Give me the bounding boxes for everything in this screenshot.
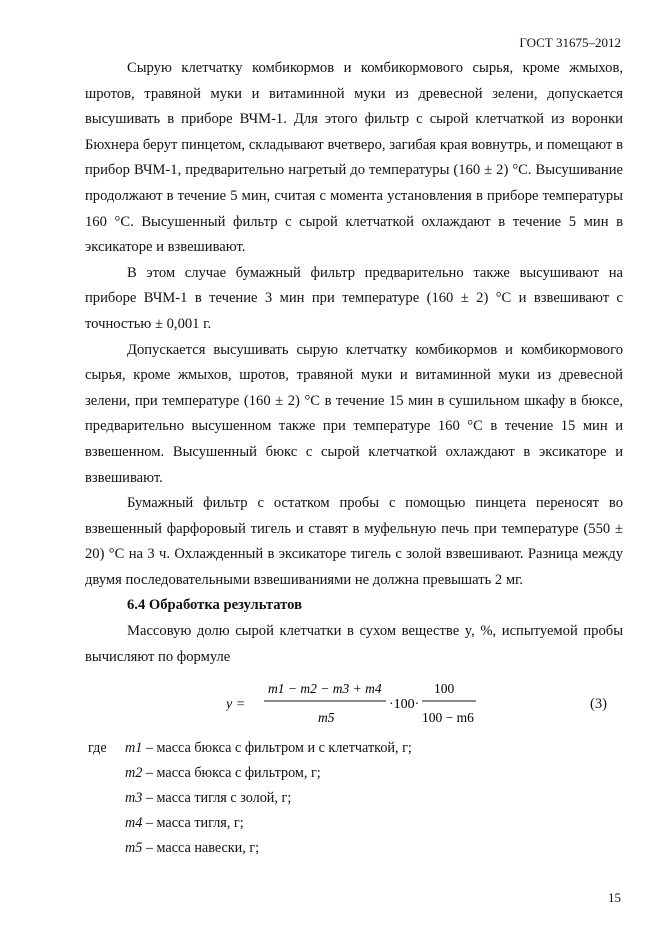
formula-lhs: y = [226,697,246,713]
legend-desc: – масса тигля, г; [145,815,244,832]
formula-block [85,672,623,736]
section-heading: 6.4 Обработка результатов [127,597,302,614]
formula-number: (3) [589,696,607,713]
legend-desc: – масса тигля с золой, г; [145,790,292,807]
formula-frac2-den: 100 − m6 [422,710,474,726]
legend-var: m2 [125,765,143,782]
document-body [85,56,623,888]
legend-desc: – масса бюкса с фильтром, г; [145,765,321,782]
formula-numerator: m1 − m2 − m3 + m4 [268,681,382,697]
legend-var: m4 [125,815,143,832]
legend-var: m1 [125,740,143,757]
section-intro: Массовую долю сырой клетчатки в сухом веществе y, %, испытуемой пробы вычисляют по формуле [85,623,623,665]
page-number: 15 [608,890,621,905]
legend-item [125,811,244,837]
paragraph-4: Бумажный фильтр с остатком пробы с помощью пинцета переносят во взвешенный фарфоровый тигель и ставят в муфельную печь при температуре (550 ± 20) °С на 3 ч. Охлажденный в эксикаторе тигель с золой взвешивают. Разница между двумя последовательными взвешиваниями не должна превышать 2 мг. [85,495,623,588]
where-label: где [88,740,107,757]
legend-desc: – масса бюкса с фильтром и с клетчаткой, г; [145,740,412,757]
legend-var: m5 [125,840,143,857]
legend-var: m3 [125,790,143,807]
paragraph-3: Допускается высушивать сырую клетчатку комбикормов и комбикормового сырья, кроме жмыхов, шротов, травяной муки и витаминной муки из древесной зелени, при температуре (160 ± 2) °С в течение 15 мин в сушильном шкафу в бюксе, предварительно высушенном также при температуре 160 °С в течение 15 мин и взвешенном. Высушенный бюкс с сырой клетчаткой охлаждают в эксикаторе и взвешивают. [85,341,623,486]
formula-svg [226,676,476,734]
paragraph-2: В этом случае бумажный фильтр предварительно также высушивают на приборе ВЧМ-1 в течение 3 мин при температуре (160 ± 2) °С и взвешивают с точностью ± 0,001 г. [85,264,623,332]
legend-item [125,786,291,812]
legend-desc: – масса навески, г; [145,840,260,857]
legend-item [125,761,321,787]
formula-frac2-num: 100 [434,681,455,697]
formula-denominator: m5 [318,710,335,726]
formula-factor: ·100· [389,697,420,713]
legend-item [125,836,259,862]
variables-legend [85,736,623,888]
paragraph-1: Сырую клетчатку комбикормов и комбикормового сырья, кроме жмыхов, шротов, травяной муки и витаминной муки из древесной зелени, допускается высушивать в приборе ВЧМ-1. Для этого фильтр с сырой клетчаткой из воронки Бюхнера берут пинцетом, складывают вчетверо, загибая края вовнутрь, и помещают в прибор ВЧМ-1, предварительно нагретый до температуры (160 ± 2) °С. Высушивание продолжают в течение 5 мин, считая с момента установления в приборе температуры 160 °С. Высушенный фильтр с сырой клетчаткой охлаждают в течение 5 мин в эксикаторе и взвешивают. [85,60,623,256]
legend-item [125,736,412,762]
document-header: ГОСТ 31675–2012 [519,35,621,50]
